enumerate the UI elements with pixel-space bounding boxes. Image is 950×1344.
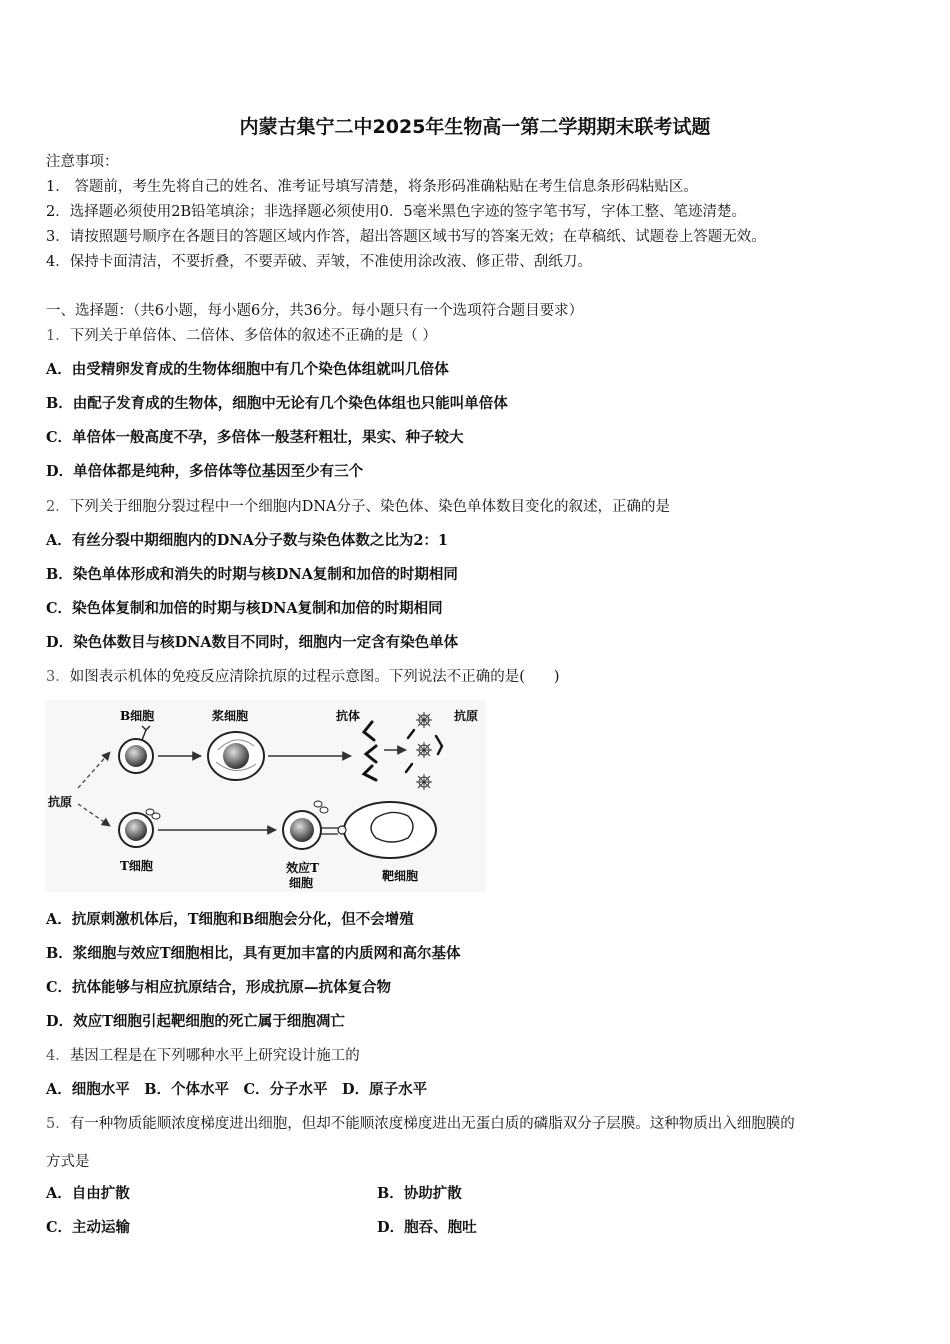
q3-option-a: A．抗原刺激机体后，T细胞和B细胞会分化，但不会增殖: [46, 911, 414, 928]
q3-option-c: C．抗体能够与相应抗原结合，形成抗原—抗体复合物: [46, 979, 392, 996]
question-3: [46, 667, 560, 687]
question-stem: 如图表示机体的免疫反应清除抗原的过程示意图。下列说法不正确的是( ): [69, 669, 560, 685]
question-number: 5．: [46, 1116, 70, 1132]
q4-options: A．细胞水平 B．个体水平 C．分子水平 D．原子水平: [46, 1081, 428, 1098]
notice-item: 2．选择题必须使用2B铅笔填涂；非选择题必须使用0．5毫米黑色字迹的签字笔书写，字体工整、笔迹清楚。: [46, 204, 747, 220]
section-heading: 一、选择题：（共6小题，每小题6分，共36分。每小题只有一个选项符合题目要求）: [46, 303, 584, 319]
question-4: [46, 1046, 360, 1066]
label-antigen-left: 抗原: [48, 795, 73, 809]
notice-heading: 注意事项：: [46, 154, 119, 170]
question-number: 1．: [46, 328, 70, 344]
q2-option-b: B．染色单体形成和消失的时期与核DNA复制和加倍的时期相同: [46, 566, 458, 583]
label-effector-t-2: 细胞: [289, 876, 314, 890]
q5-option-a: A．自由扩散: [46, 1185, 130, 1202]
label-antibody: 抗体: [336, 709, 361, 723]
question-number: 2．: [46, 499, 70, 515]
question-1: [46, 326, 437, 346]
notice-item: 1． 答题前，考生先将自己的姓名、准考证号填写清楚，将条形码准确粘贴在考生信息条形码粘贴区。: [46, 179, 698, 195]
question-stem: 下列关于单倍体、二倍体、多倍体的叙述不正确的是（ ）: [69, 328, 437, 344]
q3-option-d: D．效应T细胞引起靶细胞的死亡属于细胞凋亡: [46, 1013, 345, 1030]
label-t-cell: T细胞: [120, 859, 153, 873]
question-stem: 下列关于细胞分裂过程中一个细胞内DNA分子、染色体、染色单体数目变化的叙述，正确的是: [69, 499, 671, 515]
plasma-cell-icon: [208, 732, 264, 780]
q1-option-c: C．单倍体一般高度不孕，多倍体一般茎秆粗壮，果实、种子较大: [46, 429, 464, 446]
q5-option-c: C．主动运输: [46, 1219, 131, 1236]
page-title: 内蒙古集宁二中2025年生物高一第二学期期末联考试题: [239, 116, 711, 138]
question-5-continued: 方式是: [46, 1154, 90, 1170]
question-number: 3．: [46, 669, 70, 685]
notice-item: 3．请按照题号顺序在各题目的答题区域内作答，超出答题区域书写的答案无效；在草稿纸、试题卷上答题无效。: [46, 229, 766, 245]
q2-option-a: A．有丝分裂中期细胞内的DNA分子数与染色体数之比为2：1: [46, 532, 449, 549]
q1-option-d: D．单倍体都是纯种，多倍体等位基因至少有三个: [46, 463, 364, 480]
question-stem: 基因工程是在下列哪种水平上研究设计施工的: [69, 1048, 360, 1064]
label-effector-t-1: 效应T: [286, 861, 319, 875]
q5-option-b: B．协助扩散: [377, 1185, 462, 1202]
question-stem: 有一种物质能顺浓度梯度进出细胞，但却不能顺浓度梯度进出无蛋白质的磷脂双分子层膜。这种物质出入细胞膜的: [69, 1116, 795, 1132]
question-2: [46, 497, 670, 517]
label-antigen-right: 抗原: [454, 709, 479, 723]
q1-option-b: B．由配子发育成的生物体，细胞中无论有几个染色体组也只能叫单倍体: [46, 395, 508, 412]
q5-option-d: D．胞吞、胞吐: [377, 1219, 477, 1236]
q1-option-a: A．由受精卵发育成的生物体细胞中有几个染色体组就叫几倍体: [46, 361, 449, 378]
question-number: 4．: [46, 1048, 70, 1064]
label-target-cell: 靶细胞: [382, 869, 419, 883]
immune-response-diagram: [46, 700, 486, 892]
notice-item: 4．保持卡面清洁，不要折叠，不要弄破、弄皱，不准使用涂改液、修正带、刮纸刀。: [46, 254, 592, 270]
label-b-cell: B细胞: [120, 709, 155, 723]
question-5: [46, 1114, 795, 1134]
label-plasma-cell: 浆细胞: [212, 709, 249, 723]
q2-option-c: C．染色体复制和加倍的时期与核DNA复制和加倍的时期相同: [46, 600, 443, 617]
q2-option-d: D．染色体数目与核DNA数目不同时，细胞内一定含有染色单体: [46, 634, 459, 651]
q3-option-b: B．浆细胞与效应T细胞相比，具有更加丰富的内质网和高尔基体: [46, 945, 461, 962]
